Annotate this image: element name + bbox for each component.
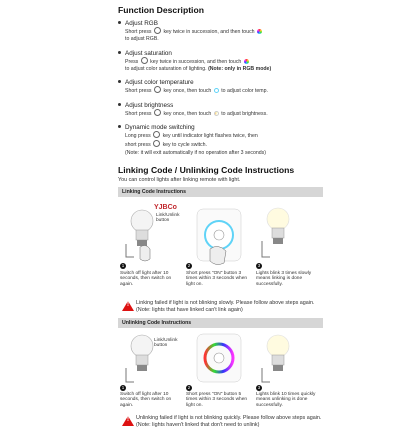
fn-note: (Note: it will exit automatically if no operation after 3 seconds) (125, 149, 266, 156)
temp-key-icon (154, 86, 161, 93)
unlinking-warning: ! Unlinking failed if light is not blinking quickly. Please follow above steps again.(Note: lights haven't linked that don't need to unlink) (118, 415, 323, 429)
ustep3-caption: Lights blink 10 times quickly means unlinking is done successfully. (256, 391, 316, 408)
linking-warning: ! Linking failed if light is not blinking slowly. Please follow above steps again.(Note: lights that have linked can't link again) (118, 300, 323, 314)
fn-adjust-rgb (118, 20, 323, 44)
mode-key-icon (153, 131, 160, 138)
bullet-icon (118, 21, 121, 24)
link-button-label: Link/Unlink button (156, 212, 180, 224)
step3-caption: Lights blink 3 times slowly means linking is done successfully. (256, 270, 312, 287)
brightness-key-icon (154, 109, 161, 116)
ustep2-caption: Short press "ON" button 5 times within 3 seconds when light on. (186, 391, 248, 408)
step-number: 3 (257, 384, 261, 390)
ustep1-caption: Switch off light after 10 seconds, then switch on again. (120, 391, 172, 408)
linking-title: Linking Code / Unlinking Code Instructions (118, 164, 295, 175)
glowing-bulb-icon (262, 208, 289, 257)
fn-dynamic-mode (118, 124, 323, 157)
function-description-title: Function Description (118, 5, 204, 15)
glowing-bulb-icon (262, 335, 289, 382)
step2-caption: Short press "ON" button 3 times within 3 seconds when light on. (186, 270, 248, 287)
fn-desc: Short press key twice in succession, and then touch to adjust RGB. (125, 27, 323, 43)
fn-adjust-saturation (118, 50, 323, 74)
bullet-icon (118, 51, 121, 54)
step-number: 3 (257, 262, 261, 268)
fn-title: Adjust brightness (125, 101, 174, 109)
fn-desc: Long press key until indicator light flashes twice, then short press key to cycle switch. (Note: it will exit automatically if no operation after 3 seconds) (125, 133, 266, 156)
fn-desc: Short press key once, then touch to adjust brightness. (125, 110, 268, 117)
warning-icon (122, 416, 134, 426)
fn-title: Adjust RGB (125, 20, 158, 27)
linking-subtitle: You can control lights after linking remote with light. (118, 176, 241, 183)
mode-key-icon (153, 140, 160, 147)
remote-icon (197, 334, 241, 382)
unlinking-diagram (118, 330, 323, 412)
brand-logo: YJBCo (154, 203, 177, 211)
bullet-icon (118, 80, 121, 83)
fn-desc: Short press key once, then touch to adjust color temp. (125, 88, 268, 95)
rgb-key-icon (154, 27, 161, 34)
unlinking-section-bar: Unlinking Code Instructions (118, 318, 323, 328)
saturation-key-icon (141, 57, 148, 64)
color-wheel-icon (257, 29, 262, 34)
fn-note: (Note: only in RGB mode) (208, 66, 272, 73)
hand-icon (140, 245, 150, 261)
fn-adjust-brightness (118, 102, 323, 118)
pointer-hand-icon (210, 246, 226, 264)
step1-caption: Switch off light after 10 seconds, then switch on again. (120, 270, 172, 287)
touch-ring-icon (214, 88, 219, 93)
unlink-button-label: Link/Unlink button (154, 337, 178, 349)
color-wheel-icon (244, 59, 249, 64)
fn-desc: Press key twice in succession, and then touch to adjust color saturation of lighting. (Note: only in RGB mode) (125, 58, 272, 73)
step-number: 1 (121, 262, 125, 268)
warning-icon (122, 301, 134, 311)
bulb-icon (126, 335, 153, 382)
brightness-ring-icon (214, 111, 219, 116)
step-number: 2 (187, 384, 191, 390)
bullet-icon (118, 103, 121, 106)
linking-diagram (118, 199, 323, 297)
fn-title: Adjust color temperature (125, 79, 194, 87)
fn-title: Adjust saturation (125, 49, 172, 57)
step-number: 2 (187, 262, 191, 268)
linking-section-bar: Linking Code Instructions (118, 187, 323, 197)
fn-adjust-color-temp (118, 79, 323, 95)
bullet-icon (118, 125, 121, 128)
fn-title: Dynamic mode switching (125, 124, 195, 132)
step-number: 1 (121, 384, 125, 390)
manual-page (118, 0, 323, 433)
